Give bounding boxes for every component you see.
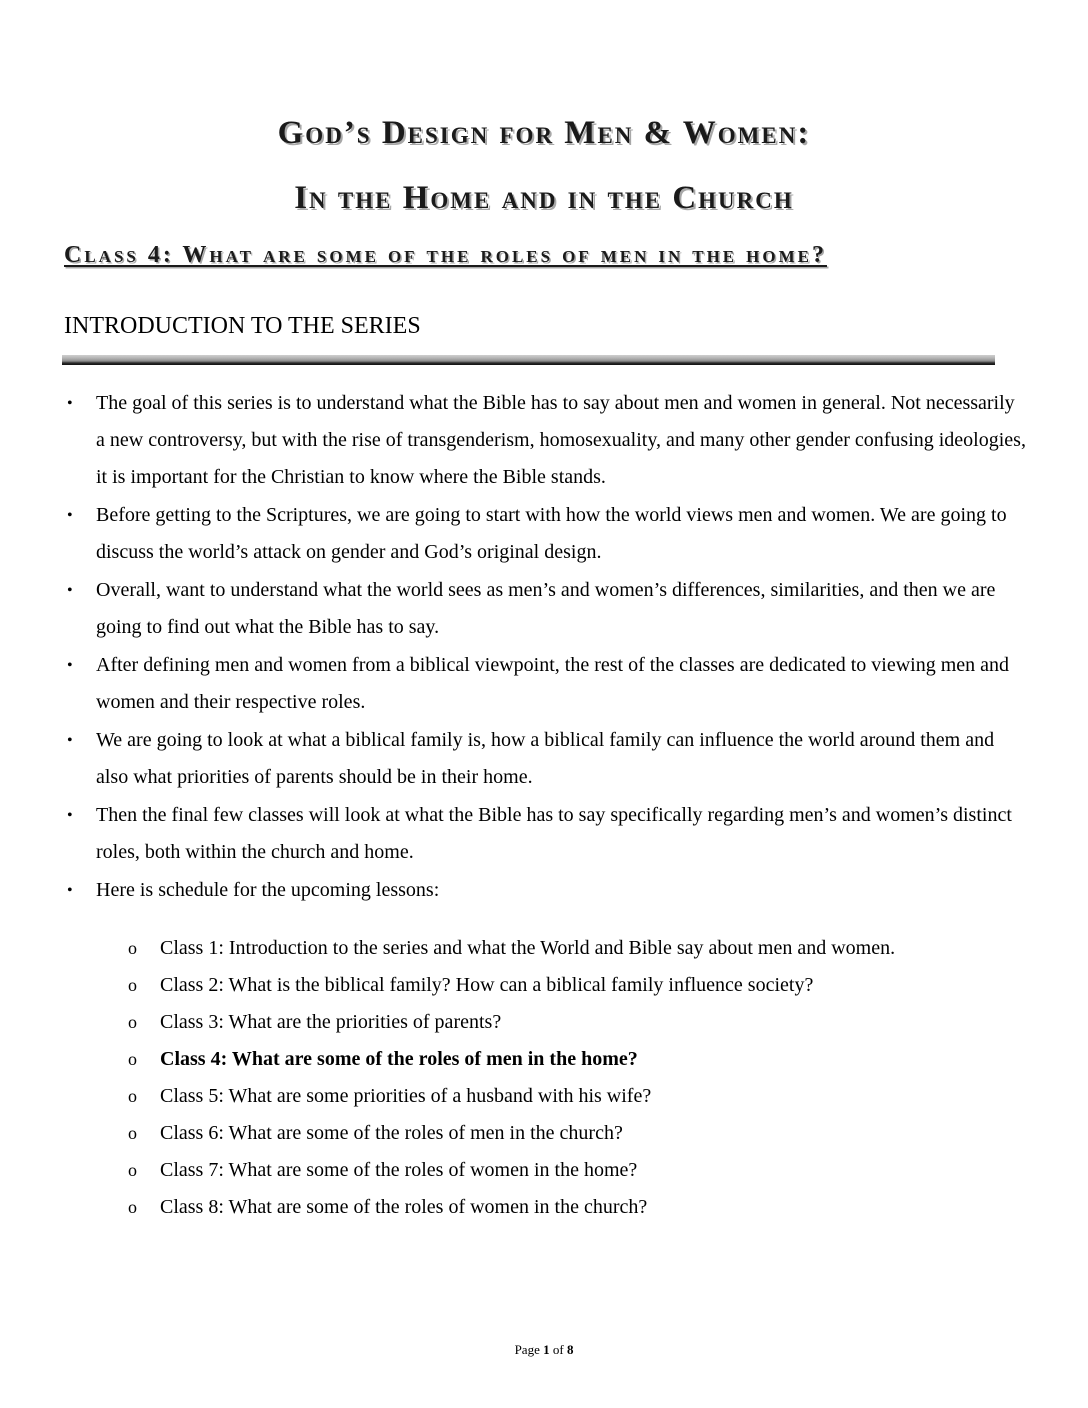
bullet-text: After defining men and women from a biblical viewpoint, the rest of the classes are dedicated to viewing men and women and their respective roles. bbox=[96, 654, 1010, 713]
bullet-item bbox=[67, 797, 1026, 871]
bullet-text: We are going to look at what a biblical family is, how a biblical family can influence the world around them and also what priorities of parents should be in their home. bbox=[96, 729, 995, 788]
bullet-text: The goal of this series is to understand what the Bible has to say about men and women in general. Not necessarily a new controversy, but with the rise of transgenderism, homosexuality, and many other gender confusing ideologies, it is important for the Christian to know where the Bible stands. bbox=[96, 392, 1026, 488]
bullet-icon: • bbox=[67, 807, 73, 824]
sub-bullet-icon: o bbox=[128, 1160, 137, 1180]
schedule-item bbox=[128, 1115, 1040, 1152]
bullet-icon: • bbox=[67, 582, 73, 599]
bullet-text: Then the final few classes will look at what the Bible has to say specifically regarding men’s and women’s distinct roles, both within the church and home. bbox=[96, 804, 1012, 863]
document-title: God’s Design for Men & Women: bbox=[277, 115, 811, 151]
of-word: of bbox=[552, 1342, 564, 1357]
bullet-icon: • bbox=[67, 507, 73, 524]
bullet-item bbox=[67, 385, 1026, 496]
bullet-item bbox=[67, 722, 1026, 796]
schedule-item-text: Class 8: What are some of the roles of women in the church? bbox=[160, 1196, 648, 1218]
schedule-item-text: Class 6: What are some of the roles of men in the church? bbox=[160, 1122, 623, 1144]
bullet-text: Overall, want to understand what the world sees as men’s and women’s differences, similarities, and then we are going to find out what the Bible has to say. bbox=[96, 579, 996, 638]
bullet-item bbox=[67, 497, 1026, 571]
page-number: 1 bbox=[543, 1342, 550, 1357]
schedule-list bbox=[128, 930, 1040, 1226]
sub-bullet-icon: o bbox=[128, 1197, 137, 1217]
intro-bullet-list bbox=[67, 385, 1026, 910]
bullet-icon: • bbox=[67, 657, 73, 674]
schedule-item-text: Class 1: Introduction to the series and what the World and Bible say about men and women. bbox=[160, 937, 896, 959]
section-heading: INTRODUCTION TO THE SERIES bbox=[64, 313, 421, 339]
bullet-text: Before getting to the Scriptures, we are going to start with how the world views men and women. We are going to discuss the world’s attack on gender and God’s original design. bbox=[96, 504, 1007, 563]
schedule-item bbox=[128, 1078, 1040, 1115]
section-divider bbox=[62, 355, 995, 365]
schedule-item-text: Class 7: What are some of the roles of women in the home? bbox=[160, 1159, 638, 1181]
sub-bullet-icon: o bbox=[128, 975, 137, 995]
page-footer bbox=[0, 1341, 1088, 1359]
bullet-icon: • bbox=[67, 732, 73, 749]
sub-bullet-icon: o bbox=[128, 938, 137, 958]
bullet-icon: • bbox=[67, 395, 73, 412]
class-heading: Class 4: What are some of the roles of men in the home? bbox=[64, 242, 827, 268]
schedule-item bbox=[128, 930, 1040, 967]
sub-bullet-icon: o bbox=[128, 1049, 137, 1069]
schedule-item bbox=[128, 1004, 1040, 1041]
bullet-item bbox=[67, 572, 1026, 646]
document-subtitle: In the Home and in the Church bbox=[294, 180, 794, 216]
schedule-item bbox=[128, 1041, 1040, 1078]
schedule-item-text: Class 3: What are the priorities of parents? bbox=[160, 1011, 502, 1033]
schedule-item bbox=[128, 1152, 1040, 1189]
schedule-item-text: Class 5: What are some priorities of a husband with his wife? bbox=[160, 1085, 652, 1107]
schedule-item bbox=[128, 967, 1040, 1004]
schedule-item-text: Class 4: What are some of the roles of men in the home? bbox=[160, 1048, 638, 1070]
schedule-item bbox=[128, 1189, 1040, 1226]
page-word: Page bbox=[514, 1342, 540, 1357]
bullet-text: Here is schedule for the upcoming lessons: bbox=[96, 879, 440, 901]
sub-bullet-icon: o bbox=[128, 1086, 137, 1106]
bullet-item bbox=[67, 647, 1026, 721]
sub-bullet-icon: o bbox=[128, 1123, 137, 1143]
bullet-icon: • bbox=[67, 882, 73, 899]
total-pages: 8 bbox=[566, 1342, 574, 1357]
bullet-item bbox=[67, 872, 1026, 909]
schedule-item-text: Class 2: What is the biblical family? How can a biblical family influence society? bbox=[160, 974, 814, 996]
sub-bullet-icon: o bbox=[128, 1012, 137, 1032]
